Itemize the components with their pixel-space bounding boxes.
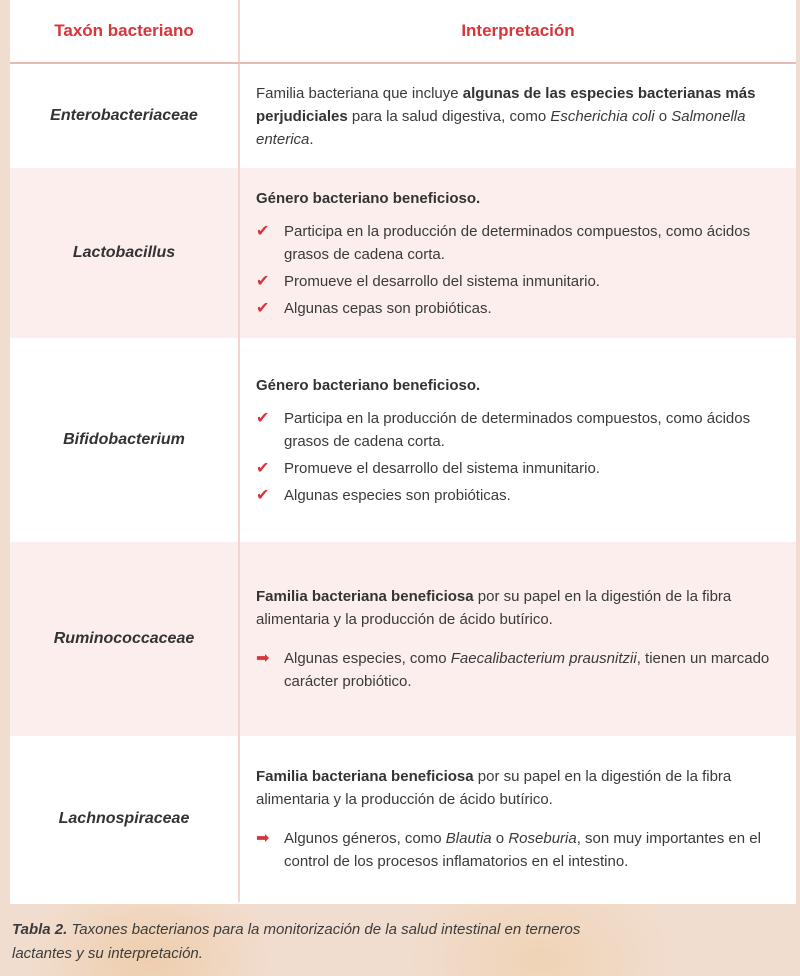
table-row	[10, 736, 796, 902]
check-icon: ✔	[256, 272, 270, 290]
header-interpretation: Interpretación	[461, 21, 575, 40]
check-icon: ✔	[256, 299, 270, 317]
taxon-name: Bifidobacterium	[10, 338, 240, 542]
check-icon: ✔	[256, 222, 270, 240]
arrow-right-icon: ➡	[256, 650, 270, 667]
interpretation-text: Familia bacteriana que incluye algunas de las especies bacterianas más perjudiciales para la salud digestiva, como Escherichia coli o Salmonella enterica.	[256, 84, 756, 148]
table-row	[10, 338, 796, 542]
list-item: ✔ Participa en la producción de determinados compuestos, como ácidos grasos de cadena corta.	[256, 407, 782, 453]
interpretation-cell	[240, 736, 796, 902]
taxon-name: Lachnospiraceae	[10, 736, 240, 902]
interpretation-lead: Familia bacteriana beneficiosa por su papel en la digestión de la fibra alimentaria y la producción de ácido butírico.	[256, 768, 732, 808]
interpretation-lead: Género bacteriano beneficioso.	[256, 189, 481, 207]
check-icon: ✔	[256, 486, 270, 504]
table-header	[10, 0, 796, 64]
table-caption: Tabla 2. Taxones bacterianos para la monitorización de la salud intestinal en terneros lactantes y su interpretación.	[12, 921, 581, 962]
taxa-table	[10, 0, 796, 904]
arrow-right-icon: ➡	[256, 830, 270, 847]
table-row	[10, 542, 796, 736]
check-icon: ✔	[256, 459, 270, 477]
list-item: ➡ Algunos géneros, como Blautia o Roseburia, son muy importantes en el control de los procesos inflamatorios en el intestino.	[256, 827, 782, 873]
taxon-name: Lactobacillus	[10, 168, 240, 338]
interpretation-cell	[240, 64, 796, 168]
interpretation-cell	[240, 542, 796, 736]
interpretation-lead: Familia bacteriana beneficiosa por su papel en la digestión de la fibra alimentaria y la producción de ácido butírico.	[256, 588, 732, 628]
list-item: ✔ Promueve el desarrollo del sistema inmunitario.	[256, 457, 782, 480]
list-item: ✔ Algunas cepas son probióticas.	[256, 297, 782, 320]
interpretation-cell	[240, 338, 796, 542]
taxon-name: Enterobacteriaceae	[10, 64, 240, 168]
list-item: ➡ Algunas especies, como Faecalibacterium prausnitzii, tienen un marcado carácter probiótico.	[256, 647, 782, 693]
list-item: ✔ Promueve el desarrollo del sistema inmunitario.	[256, 270, 782, 293]
list-item: ✔ Algunas especies son probióticas.	[256, 484, 782, 507]
taxon-name: Ruminococcaceae	[10, 542, 240, 736]
list-item: ✔ Participa en la producción de determinados compuestos, como ácidos grasos de cadena corta.	[256, 220, 782, 266]
table-row	[10, 168, 796, 338]
interpretation-lead: Género bacteriano beneficioso.	[256, 376, 481, 394]
interpretation-cell	[240, 168, 796, 338]
table-row	[10, 64, 796, 168]
header-taxon: Taxón bacteriano	[10, 0, 240, 62]
check-icon: ✔	[256, 409, 270, 427]
